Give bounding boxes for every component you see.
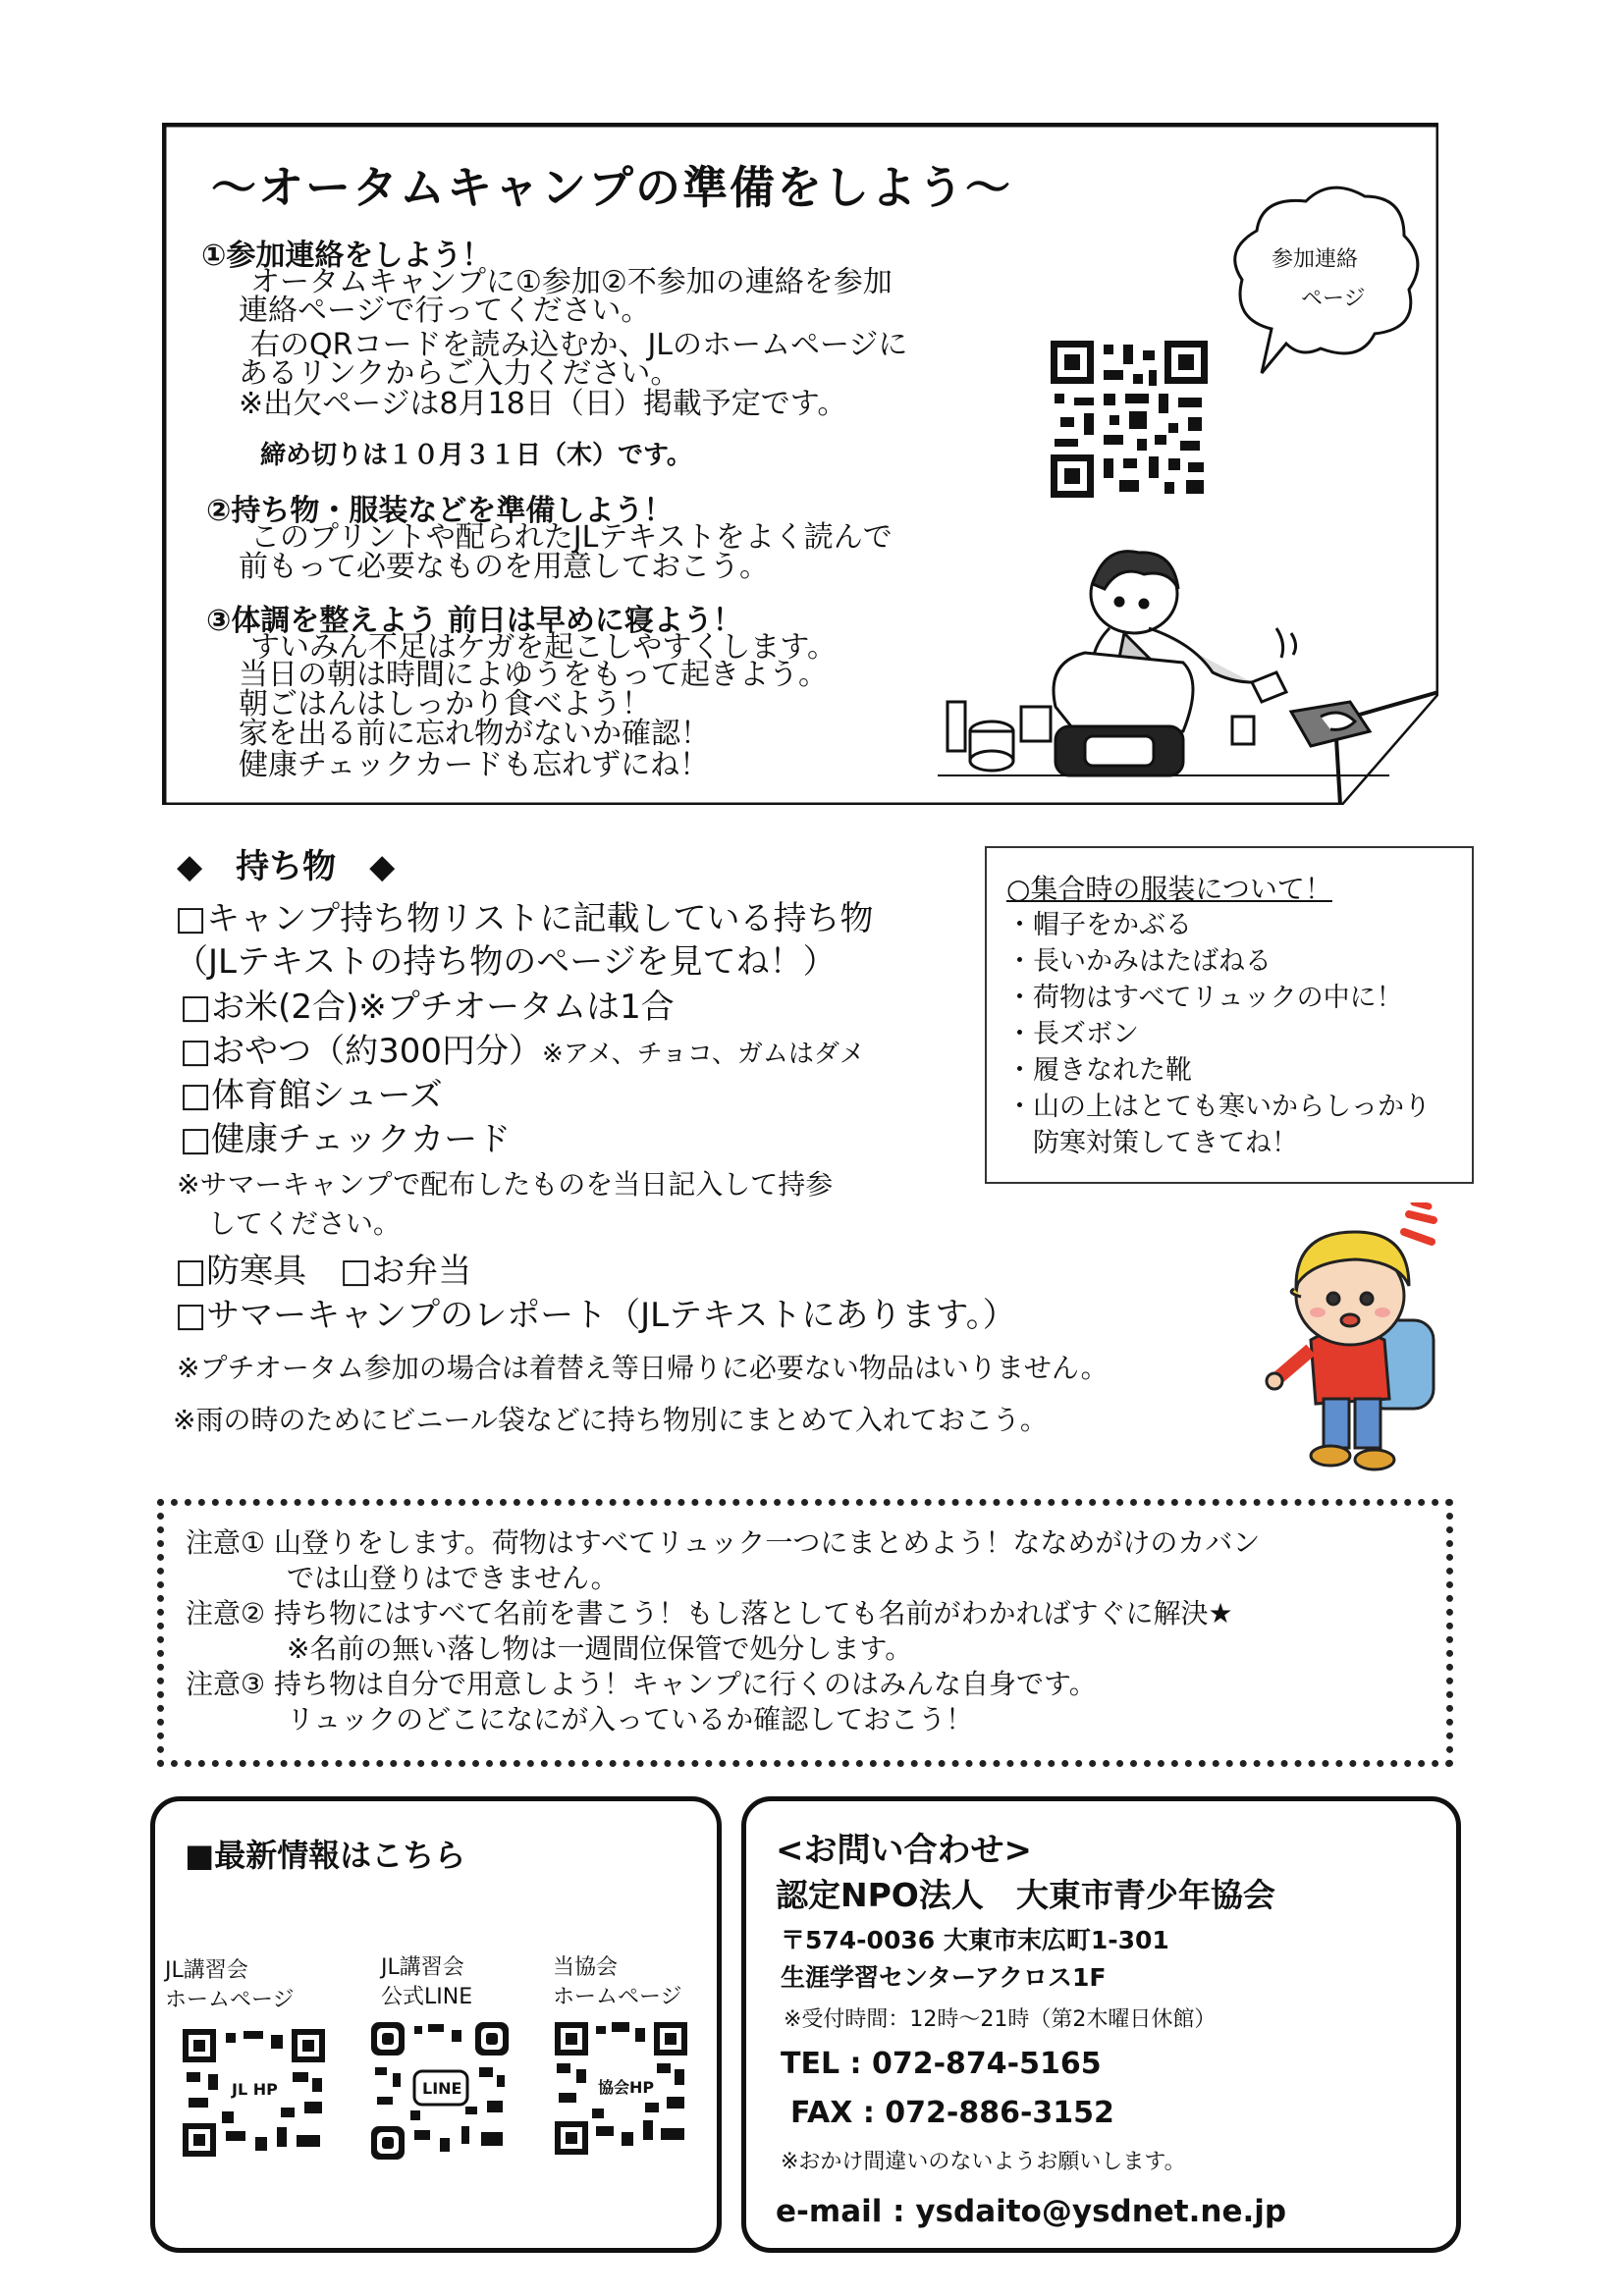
- item-cold-lunch: □防寒具 □お弁当: [175, 1252, 472, 1291]
- qr2-tag: LINE: [422, 2079, 462, 2098]
- step3-line: すいみん不足はケガを起こしやすくします。: [221, 630, 837, 665]
- item-shoes: □体育館シューズ: [180, 1076, 443, 1115]
- clothing-item: ・荷物はすべてリュックの中に！: [1006, 983, 1403, 1013]
- step3-heading: ③体調を整えよう 前日は早めに寝よう！: [206, 604, 742, 638]
- caution-box: [157, 1499, 1453, 1767]
- bubble-line: 参加連絡: [1272, 247, 1359, 272]
- caution-3: 注意③ 持ち物は自分で用意しよう！キャンプに行くのはみんな自身です。: [186, 1668, 1097, 1700]
- note-petit: ※プチオータム参加の場合は着替え等日帰りに必要ない物品はいりません。: [177, 1352, 1109, 1384]
- contact-email[interactable]: e-mail : ysdaito@ysdnet.ne.jp: [776, 2194, 1287, 2229]
- item-checklist-note: （JLテキストの持ち物のページを見てね！）: [175, 942, 837, 982]
- caution-1-cont: では山登りはできません。: [287, 1562, 619, 1594]
- items-heading: ◆ 持ち物 ◆: [177, 847, 396, 886]
- health-card-note: ※サマーキャンプで配布したものを当日記入して持参: [177, 1168, 834, 1201]
- qr1-label: JL講習会: [165, 1958, 248, 1983]
- clothing-item: ・帽子をかぶる: [1006, 910, 1192, 940]
- qr1-label: ホームページ: [165, 1988, 295, 2012]
- caution-3-cont: リュックのどこになにが入っているか確認しておこう！: [287, 1703, 974, 1735]
- qr3-tag: 協会HP: [598, 2078, 655, 2097]
- clothing-item: ・山の上はとても寒いからしっかり: [1006, 1092, 1431, 1122]
- contact-box: [741, 1796, 1461, 2253]
- caution-1: 注意① 山登りをします。荷物はすべてリュック一つにまとめよう！ななめがけのカバン: [186, 1526, 1261, 1559]
- prep-section: [162, 123, 1438, 805]
- contact-tel[interactable]: TEL : 072-874-5165: [781, 2047, 1102, 2081]
- qr3-label: ホームページ: [553, 1985, 682, 2009]
- note-rain: ※雨の時のためにビニール袋などに持ち物別にまとめて入れておこう。: [173, 1404, 1048, 1436]
- step2-heading: ②持ち物・服装などを準備しよう！: [206, 494, 674, 528]
- item-report: □サマーキャンプのレポート（JLテキストにあります。）: [175, 1296, 1016, 1335]
- clothing-title: ○集合時の服装について！: [1006, 873, 1332, 905]
- item-rice: □お米(2合)※プチオータムは1合: [180, 988, 675, 1027]
- clothing-item: ・長ズボン: [1006, 1019, 1139, 1049]
- qr1-tag: JL HP: [232, 2080, 278, 2099]
- deadline-text: 締め切りは１０月３１日（木）です。: [260, 441, 692, 470]
- item-checklist: □キャンプ持ち物リストに記載している持ち物: [175, 899, 874, 938]
- contact-title: <お問い合わせ>: [776, 1831, 1032, 1870]
- contact-hours: ※受付時間：12時～21時（第2木曜日休館）: [784, 2007, 1217, 2032]
- step1-line: ※出欠ページは8月18日（日）掲載予定です。: [239, 387, 847, 421]
- step1-heading: ①参加連絡をしよう！: [201, 239, 492, 273]
- prep-title: ～オータムキャンプの準備をしよう～: [211, 161, 1012, 214]
- qr3-label: 当協会: [553, 1955, 619, 1980]
- contact-address: 〒574-0036 大東市末広町1-301: [781, 1926, 1169, 1954]
- clothing-item: ・長いかみはたばねる: [1006, 946, 1272, 977]
- packing-illustration: [938, 535, 1389, 794]
- item-snack: □おやつ（約300円分）: [180, 1032, 543, 1071]
- caution-2: 注意② 持ち物にはすべて名前を書こう！もし落としても名前がわかればすぐに解決★: [186, 1597, 1233, 1629]
- info-title: ■最新情報はこちら: [185, 1837, 466, 1874]
- qr2-label: JL講習会: [381, 1955, 464, 1980]
- contact-fax: FAX : 072-886-3152: [790, 2096, 1114, 2130]
- step1-line: 右のQRコードを読み込むか、JLのホームページに: [221, 328, 908, 362]
- qr-code-association-hp[interactable]: [555, 2022, 687, 2159]
- step3-line: 健康チェックカードも忘れずにね！: [239, 748, 710, 782]
- child-illustration: [1257, 1202, 1483, 1491]
- step1-line: あるリンクからご入力ください。: [239, 356, 680, 391]
- step1-line: オータムキャンプに①参加②不参加の連絡を参加: [221, 265, 893, 299]
- item-health-card: □健康チェックカード: [180, 1120, 512, 1159]
- contact-address: 生涯学習センターアクロス1F: [781, 1963, 1107, 1992]
- clothing-box: [985, 846, 1474, 1184]
- step1-line: 連絡ページで行ってください。: [239, 294, 651, 328]
- qr-code-jl-hp[interactable]: [183, 2029, 325, 2161]
- qr-code-attendance[interactable]: [1051, 341, 1208, 502]
- qr-code-jl-line[interactable]: [371, 2022, 509, 2163]
- health-card-note: してください。: [208, 1207, 402, 1240]
- step3-line: 当日の朝は時間によゆうをもって起きよう。: [239, 658, 828, 692]
- clothing-item: 防寒対策してきてね！: [1006, 1128, 1298, 1158]
- latest-info-box: [150, 1796, 722, 2253]
- bubble-line: ページ: [1301, 287, 1366, 311]
- contact-org: 認定NPO法人 大東市青少年協会: [776, 1876, 1275, 1914]
- step3-line: 家を出る前に忘れ物がないか確認！: [239, 717, 710, 751]
- item-snack-note: ※アメ、チョコ、ガムはダメ: [542, 1040, 865, 1069]
- step2-line: このプリントや配られたJLテキストをよく読んで: [221, 520, 893, 555]
- step3-line: 朝ごはんはしっかり食べよう！: [239, 687, 651, 721]
- caution-2-cont: ※名前の無い落し物は一週間位保管で処分します。: [287, 1632, 913, 1665]
- speech-bubble: [1213, 172, 1429, 388]
- step2-line: 前もって必要なものを用意しておこう。: [239, 550, 769, 584]
- clothing-item: ・履きなれた靴: [1006, 1055, 1192, 1086]
- item-snack-row: [180, 1024, 865, 1072]
- qr2-label: 公式LINE: [381, 1985, 473, 2009]
- contact-call-note: ※おかけ間違いのないようお願いします。: [781, 2150, 1186, 2174]
